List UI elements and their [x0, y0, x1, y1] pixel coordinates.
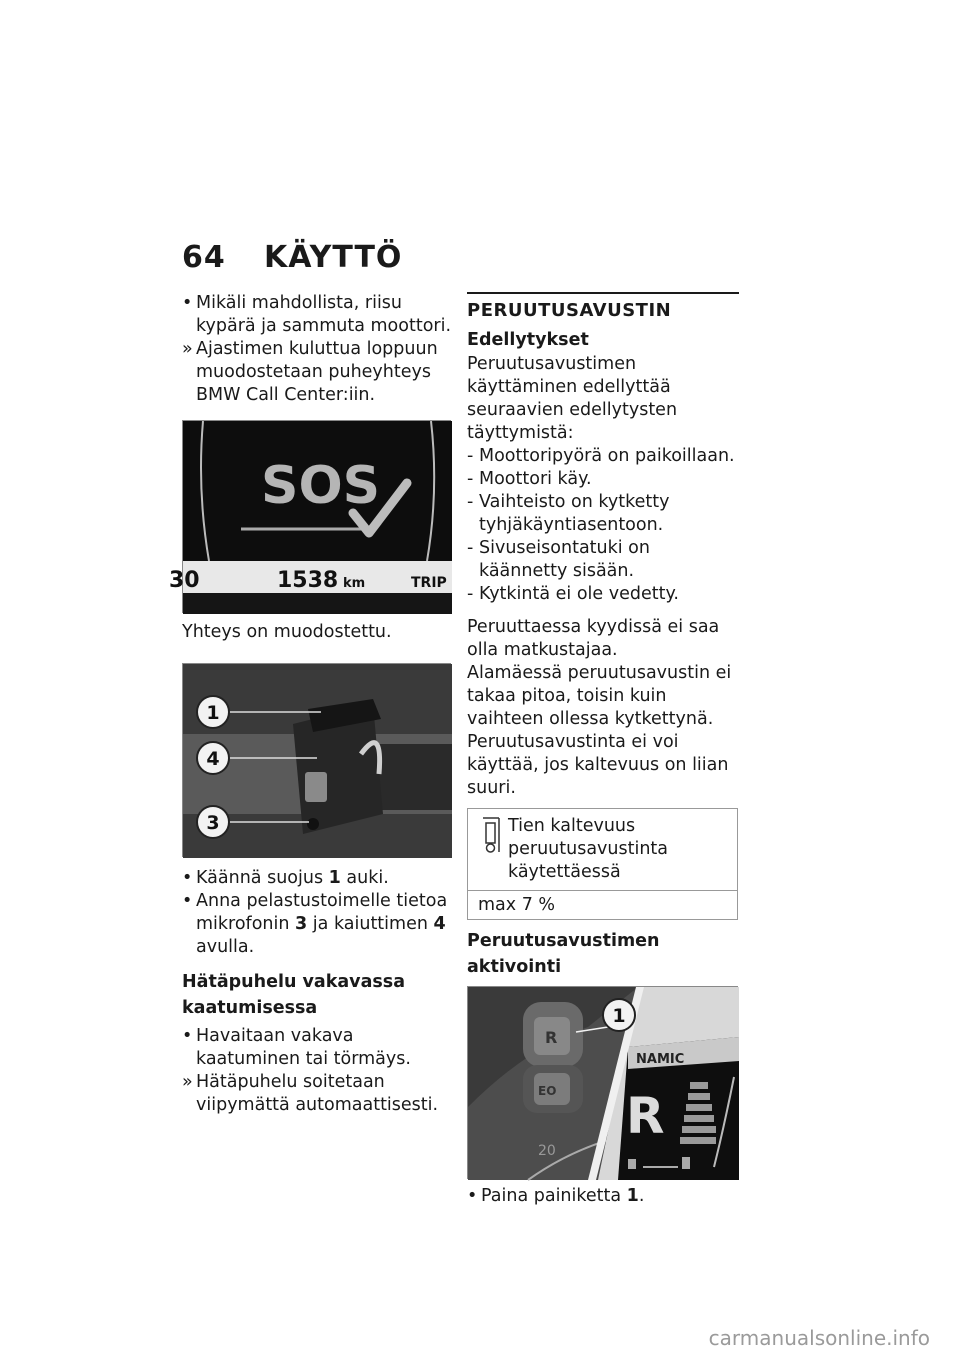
paragraph: Peruuttaessa kyydissä ei saa olla matkustajaa. — [467, 617, 720, 660]
button-r-label: R — [545, 1028, 558, 1047]
svg-text:3: 3 — [206, 812, 220, 834]
callout-1 — [603, 999, 635, 1031]
button-2-label: EO — [538, 1084, 557, 1098]
spec-table-header — [468, 809, 737, 891]
list-item-text: Hätäpuhelu soitetaan viipymättä automaattisesti. — [196, 1072, 439, 1115]
prereq-heading: Edellytykset — [467, 330, 589, 350]
temperature-icon — [628, 1159, 636, 1169]
svg-text:4: 4 — [206, 748, 220, 770]
list-item — [182, 890, 452, 959]
result-marker: » — [182, 339, 193, 359]
list-item — [182, 867, 452, 890]
page-number: 64 — [182, 240, 226, 275]
list-item — [182, 338, 452, 407]
step-ref: 3 — [295, 914, 308, 934]
list-item: - Vaihteisto on kytketty tyhjäkäyntiasentoon. — [467, 492, 670, 535]
list-item — [182, 292, 452, 338]
activation-heading: Peruutusavustimen aktivointi — [467, 931, 660, 977]
spec-value: max 7 % — [478, 895, 556, 915]
paragraph: Peruutusavustinta ei voi käyttää, jos kaltevuus on liian suuri. — [467, 732, 729, 798]
dial-number: 20 — [538, 1143, 556, 1159]
sos-display-figure — [169, 420, 451, 613]
list-item — [182, 1071, 452, 1117]
watermark: carmanualsonline.info — [708, 1326, 930, 1350]
callout-1 — [197, 696, 229, 728]
section-title: PERUUTUSAVUSTIN — [467, 292, 739, 321]
reverse-assist-figure — [467, 986, 738, 1179]
handlebar-switch-figure — [182, 663, 451, 857]
right-column — [467, 292, 739, 1208]
step-ref: 4 — [433, 914, 446, 934]
step-text: auki. — [340, 868, 389, 888]
prereq-text: Peruutusavustimen käyttäminen edellyttää seuraavien edellytysten täyttymistä: — [467, 354, 678, 443]
list-item-text: Kytkintä ei ole vedetty. — [479, 584, 679, 604]
bullet-marker: • — [182, 868, 193, 888]
step-text: Anna pelastustoimelle tietoa mikrofonin — [196, 891, 448, 934]
spec-table — [467, 808, 738, 920]
left-digit: 30 — [169, 568, 200, 593]
bullet-marker: • — [182, 1026, 193, 1046]
mode-text: NAMIC — [636, 1052, 685, 1067]
result-marker: » — [182, 1072, 193, 1092]
spec-label: Tien kaltevuus peruutusavustinta käytettäessä — [508, 816, 669, 882]
step-text: Paina painiketta — [481, 1186, 627, 1206]
step-text: Käännä suojus — [196, 868, 329, 888]
incline-gauge-icon — [480, 815, 508, 884]
fuel-icon — [682, 1157, 690, 1169]
list-item-text: Havaitaan vakava kaatuminen tai törmäys. — [196, 1026, 411, 1069]
gear-indicator: R — [626, 1087, 665, 1145]
callout-4 — [197, 742, 229, 774]
page-title: KÄYTTÖ — [264, 240, 403, 275]
list-item-text: Ajastimen kuluttua loppuun muodostetaan puheyhteys BMW Call Center:iin. — [196, 339, 438, 405]
callout-3 — [197, 806, 229, 838]
list-item: - Kytkintä ei ole vedetty. — [467, 584, 679, 604]
bullet-marker: • — [182, 891, 193, 911]
step-text: avulla. — [196, 937, 255, 957]
list-item: - Sivuseisontatuki on käännetty sisään. — [467, 538, 650, 581]
list-item-text: Sivuseisontatuki on käännetty sisään. — [479, 538, 650, 581]
sos-text: SOS — [261, 456, 381, 516]
list-item-text: Moottori käy. — [479, 469, 592, 489]
paragraph: Alamäessä peruutusavustin ei takaa pitoa, toisin kuin vaihteen ollessa kytkettynä. — [467, 663, 732, 729]
crash-heading: Hätäpuhelu vakavassa kaatumisessa — [182, 972, 406, 1018]
bullet-marker: • — [467, 1186, 478, 1206]
step-text: . — [638, 1186, 645, 1206]
page-header — [182, 240, 402, 275]
list-item: - Moottori käy. — [467, 469, 592, 489]
left-column — [169, 292, 452, 1117]
list-item-text: Mikäli mahdollista, riisu kypärä ja sammuta moottori. — [196, 293, 452, 336]
list-item: - Moottoripyörä on paikoillaan. — [467, 446, 735, 466]
trip-label: TRIP — [411, 575, 447, 591]
list-item — [467, 1185, 739, 1208]
step-ref: 1 — [626, 1186, 639, 1206]
list-item-text: Moottoripyörä on paikoillaan. — [479, 446, 735, 466]
svg-text:1: 1 — [612, 1005, 626, 1027]
list-item — [182, 1025, 452, 1071]
svg-text:1: 1 — [206, 702, 220, 724]
figure-caption: Yhteys on muodostettu. — [182, 622, 392, 642]
step-text: ja kaiuttimen — [307, 914, 434, 934]
step-ref: 1 — [328, 868, 341, 888]
list-item-text: Vaihteisto on kytketty tyhjäkäyntiasentoon. — [479, 492, 670, 535]
odometer-value: 1538 — [277, 568, 339, 593]
bullet-marker: • — [182, 293, 193, 313]
odometer-unit: km — [343, 576, 366, 591]
